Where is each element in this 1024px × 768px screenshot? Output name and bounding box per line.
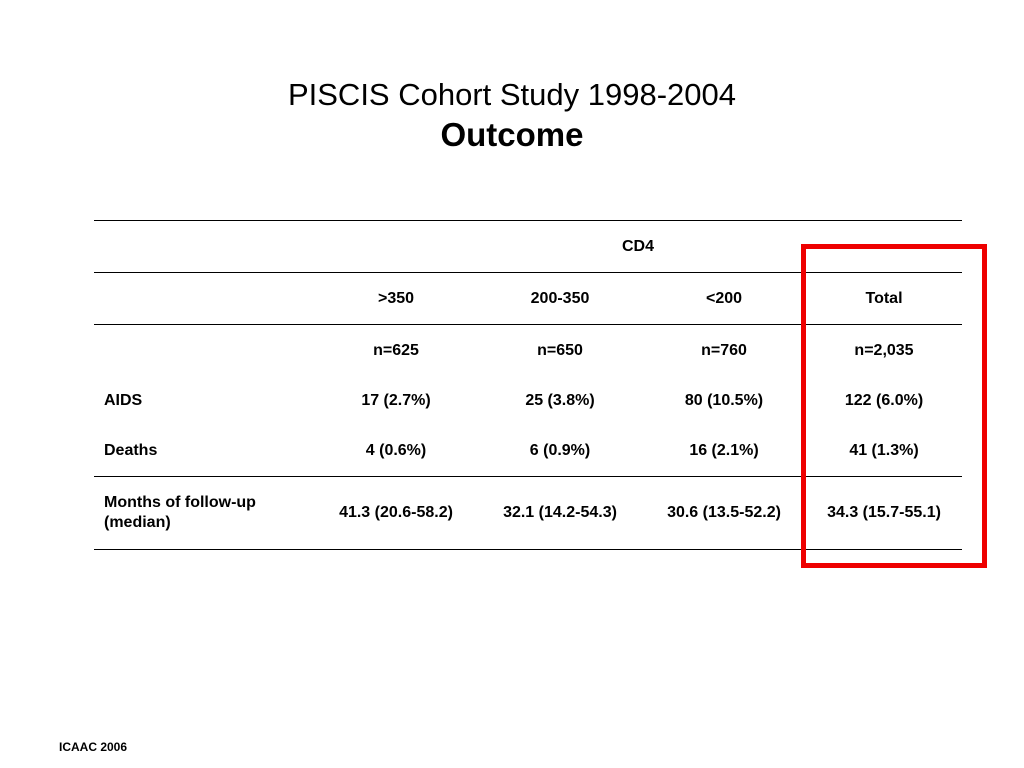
table-cell: 122 (6.0%) <box>844 392 924 409</box>
table-cell: 34.3 (15.7-55.1) <box>806 477 962 550</box>
title-block <box>0 76 1024 156</box>
table-cell: 30.6 (13.5-52.2) <box>642 477 806 550</box>
total-column-highlight-box <box>801 244 987 568</box>
row-label-follow-up: Months of follow-up (median) <box>94 477 314 550</box>
table-cell: 4 (0.6%) <box>365 442 427 459</box>
table-cell: 80 (10.5%) <box>684 392 764 409</box>
table-cell: 16 (2.1%) <box>689 442 759 459</box>
table-cell-empty <box>94 221 314 273</box>
table-cell: 25 (3.8%) <box>525 392 595 409</box>
table-cell: 41.3 (20.6-58.2) <box>314 477 478 550</box>
row-label-deaths: Deaths <box>104 442 158 459</box>
column-header-total: Total <box>806 273 962 325</box>
table-cell-empty <box>94 273 314 325</box>
table-cell: 32.1 (14.2-54.3) <box>478 477 642 550</box>
slide-title: PISCIS Cohort Study 1998-2004 <box>287 77 737 112</box>
row-label-aids: AIDS <box>104 392 143 409</box>
column-header-200-350: 200-350 <box>478 273 642 325</box>
column-header-lt200: <200 <box>642 273 806 325</box>
table-cell: n=625 <box>314 325 478 377</box>
slide-subtitle: Outcome <box>440 116 584 153</box>
table-cell: n=760 <box>642 325 806 377</box>
table-cell: 41 (1.3%) <box>849 442 919 459</box>
footer-text: ICAAC 2006 <box>59 740 128 754</box>
table-cell: 17 (2.7%) <box>361 392 431 409</box>
column-header-gt350: >350 <box>314 273 478 325</box>
cd4-group-header: CD4 <box>314 221 962 273</box>
table-cell: 6 (0.9%) <box>529 442 591 459</box>
table-cell-empty <box>94 325 314 377</box>
table-cell: n=2,035 <box>806 325 962 377</box>
table-cell: n=650 <box>478 325 642 377</box>
